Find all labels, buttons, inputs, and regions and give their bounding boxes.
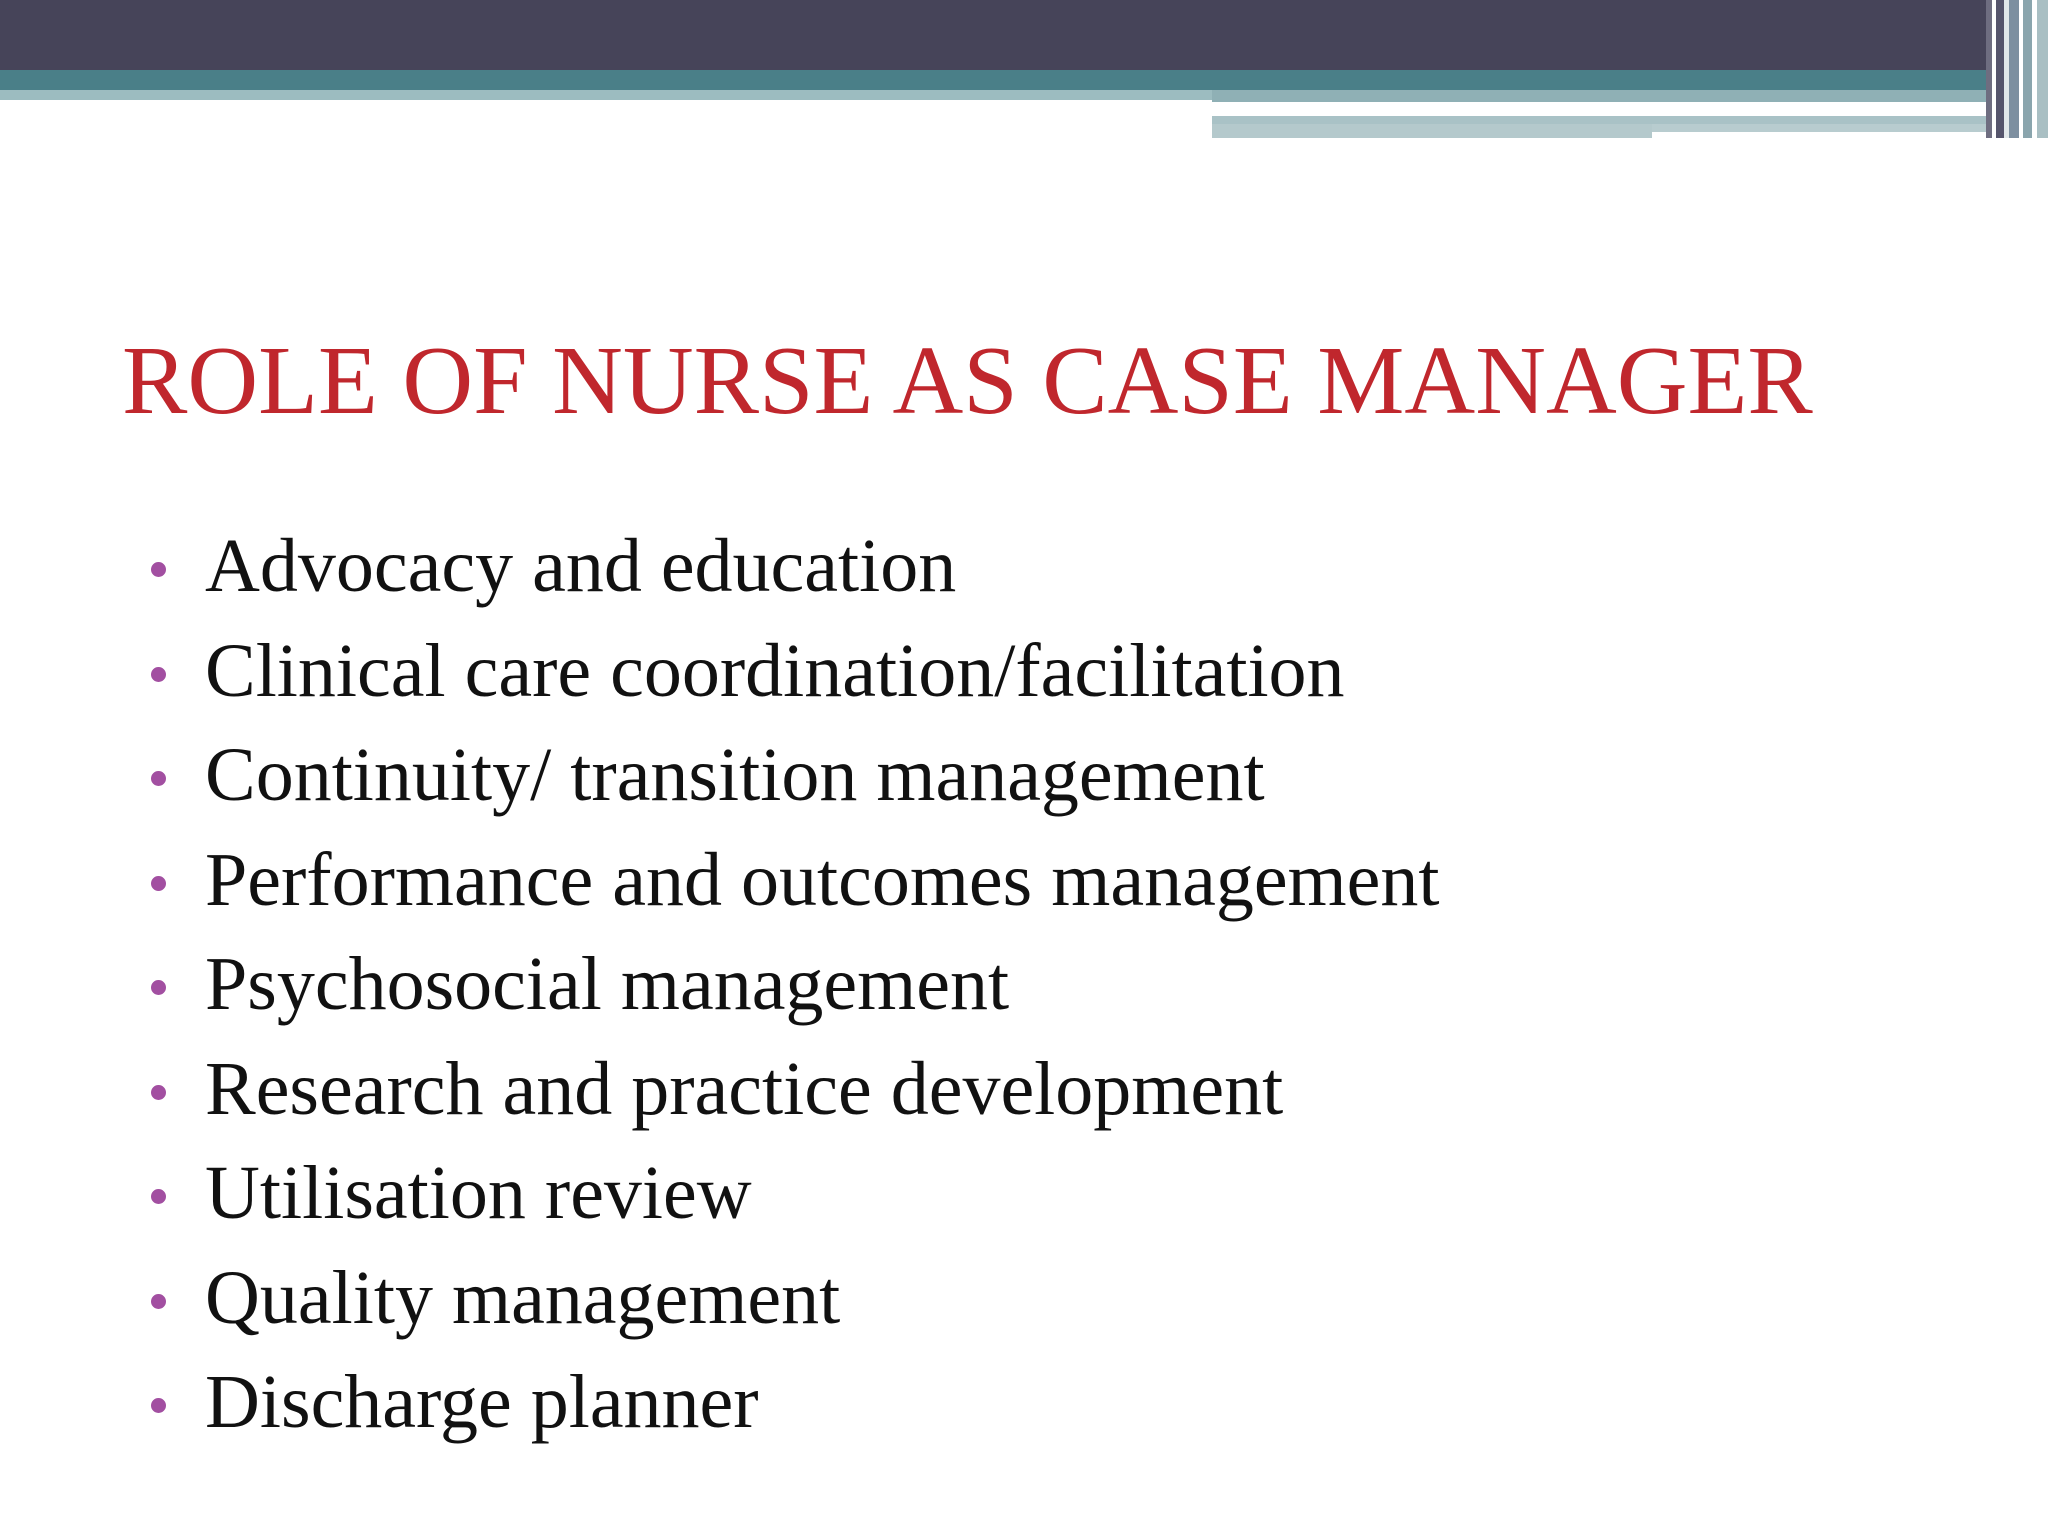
header-band-teal [0, 70, 2048, 90]
slide-title: ROLE OF NURSE AS CASE MANAGER [122, 327, 1813, 435]
bullet-text: Utilisation review [205, 1151, 752, 1235]
bullet-item [148, 830, 1440, 935]
bullet-item [148, 1143, 1440, 1248]
bullet-text: Research and practice development [205, 1046, 1284, 1131]
bullet-item [148, 725, 1440, 830]
bullet-item [148, 621, 1440, 726]
bullet-marker [151, 667, 166, 682]
bullet-text: Quality management [205, 1255, 841, 1340]
bullet-list [148, 516, 1440, 1457]
header-band-dark [0, 0, 2048, 70]
header-stripes-decoration [1986, 0, 2048, 138]
bullet-item [148, 934, 1440, 1039]
bullet-marker [151, 771, 166, 786]
bullet-marker [151, 562, 166, 577]
bullet-marker [151, 1398, 166, 1413]
bullet-item [148, 1352, 1440, 1457]
bullet-text: Clinical care coordination/facilitation [205, 628, 1345, 713]
header-band-accent-step [1212, 124, 1652, 138]
header-band-accent-lower [1212, 116, 2048, 124]
bullet-text: Discharge planner [205, 1360, 759, 1444]
bullet-text: Continuity/ transition management [205, 733, 1265, 817]
header-band-accent [1212, 90, 2048, 102]
header-band-teal-light [0, 90, 1212, 100]
bullet-marker [151, 1189, 166, 1204]
bullet-marker [151, 876, 166, 891]
bullet-item [148, 1039, 1440, 1144]
bullet-marker [151, 980, 166, 995]
bullet-marker [151, 1085, 166, 1100]
bullet-text: Performance and outcomes management [205, 837, 1440, 922]
bullet-item [148, 1248, 1440, 1353]
bullet-text: Psychosocial management [205, 942, 1010, 1026]
bullet-item [148, 516, 1440, 621]
bullet-text: Advocacy and education [205, 524, 957, 608]
bullet-marker [151, 1294, 166, 1309]
